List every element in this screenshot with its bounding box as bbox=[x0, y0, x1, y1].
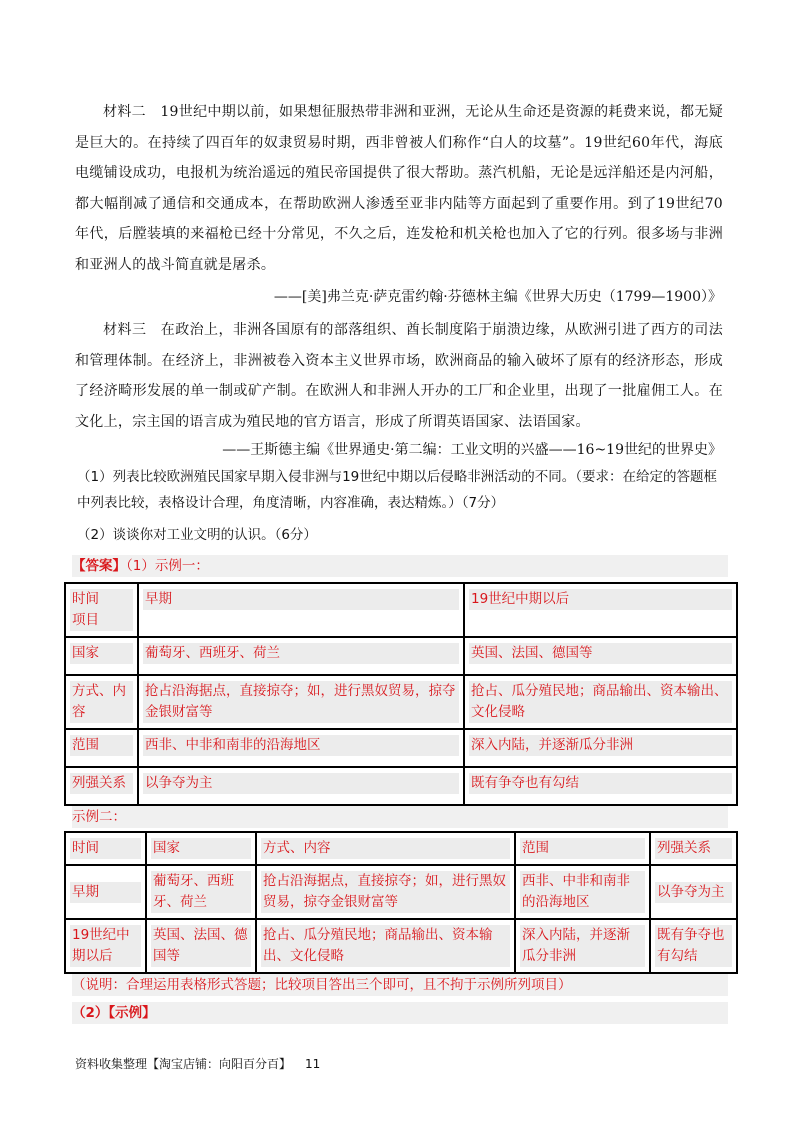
table-cell: 抢占沿海据点，直接掠夺；如，进行黑奴贸易，掠夺金银财富等 bbox=[138, 675, 464, 729]
table-header-row bbox=[65, 832, 737, 865]
table-header-cell: 国家 bbox=[146, 832, 256, 865]
page-number: 11 bbox=[305, 1057, 321, 1071]
table-cell: 抢占沿海据点，直接掠夺；如，进行黑奴贸易，掠夺金银财富等 bbox=[256, 865, 515, 919]
table-cell: 国家 bbox=[65, 637, 138, 675]
table-cell: 19世纪中期以后 bbox=[464, 583, 737, 637]
question-2: （2）谈谈你对工业文明的认识。（6分） bbox=[77, 527, 317, 543]
table-header-cell: 方式、内容 bbox=[256, 832, 515, 865]
table-cell: 以争夺为主 bbox=[650, 865, 737, 919]
table-row bbox=[65, 583, 737, 637]
table-cell: 深入内陆，并逐渐瓜分非洲 bbox=[515, 919, 650, 973]
material-3-text: 材料三 在政治上，非洲各国原有的部落组织、酋长制度陷于崩溃边缘，从欧洲引进了西方的司法和管理体制。在经济上，非洲被卷入资本主义世界市场，欧洲商品的输入破坏了原有的经济形态，形成了经济畸形发展的单一制或矿产制。在欧洲人和非洲人开办的工厂和企业里，出现了一批雇佣工人。在文化上，宗主国的语言成为殖民地的官方语言，形成了所谓英语国家、法语国家。 bbox=[75, 322, 723, 430]
answer-note: （说明：合理运用表格形式答题；比较项目答出三个即可，且不拘于示例所列项目） bbox=[72, 974, 728, 996]
table-cell: 范围 bbox=[65, 729, 138, 767]
table-header-cell: 时间 bbox=[65, 832, 146, 865]
table-row bbox=[65, 729, 737, 767]
answer-part1-intro: （1）示例一： bbox=[126, 558, 209, 574]
material-3-source: ——王斯德主编《世界通史·第二编：工业文明的兴盛——16~19世纪的世界史》 bbox=[222, 442, 722, 458]
table-cell: 英国、法国、德国等 bbox=[146, 919, 256, 973]
table-cell: 早期 bbox=[65, 865, 146, 919]
table-cell: 西非、中非和南非的沿海地区 bbox=[515, 865, 650, 919]
table-header-cell: 范围 bbox=[515, 832, 650, 865]
example-2-table bbox=[64, 831, 738, 974]
table-cell: 以争夺为主 bbox=[138, 767, 464, 805]
table-cell: 列强关系 bbox=[65, 767, 138, 805]
table-cell: 英国、法国、德国等 bbox=[464, 637, 737, 675]
example-2-label: 示例二： bbox=[72, 806, 728, 828]
material-2-paragraph bbox=[75, 97, 723, 280]
example-1-table bbox=[64, 582, 738, 806]
table-cell: 抢占、瓜分殖民地；商品输出、资本输出、文化侵略 bbox=[256, 919, 515, 973]
page-footer bbox=[75, 1055, 320, 1072]
table-row bbox=[65, 637, 737, 675]
table-cell: 葡萄牙、西班牙、荷兰 bbox=[146, 865, 256, 919]
material-3-paragraph bbox=[75, 315, 723, 437]
material-2-source: ——[美]弗兰克·萨克雷约翰·芬德林主编《世界大历史（1799—1900）》 bbox=[273, 289, 722, 305]
table-cell: 西非、中非和南非的沿海地区 bbox=[138, 729, 464, 767]
table-cell: 早期 bbox=[138, 583, 464, 637]
material-2-text: 材料二 19世纪中期以前，如果想征服热带非洲和亚洲，无论从生命还是资源的耗费来说，都无疑是巨大的。在持续了四百年的奴隶贸易时期，西非曾被人们称作“白人的坟墓”。19世纪60年代，海底电缆铺设成功，电报机为统治遥远的殖民帝国提供了很大帮助。蒸汽机船，无论是远洋船还是内河船，都大幅削减了通信和交通成本，在帮助欧洲人渗透至亚非内陆等方面起到了重要作用。到了19世纪70年代，后膛装填的来福枪已经十分常见，不久之后，连发枪和机关枪也加入了它的行列。很多场与非洲和亚洲人的战斗简直就是屠杀。 bbox=[75, 104, 723, 273]
table-row bbox=[65, 675, 737, 729]
table-row bbox=[65, 865, 737, 919]
table-cell: 既有争夺也有勾结 bbox=[650, 919, 737, 973]
table-header-cell: 列强关系 bbox=[650, 832, 737, 865]
table-row bbox=[65, 767, 737, 805]
table-cell: 时间 项目 bbox=[65, 583, 138, 637]
question-1: （1）列表比较欧洲殖民国家早期入侵非洲与19世纪中期以后侵略非洲活动的不同。（要求：在给定的答题框中列表比较，表格设计合理，角度清晰，内容准确，表达精炼。）（7分） bbox=[77, 469, 718, 511]
table-cell: 方式、内容 bbox=[65, 675, 138, 729]
table-cell: 既有争夺也有勾结 bbox=[464, 767, 737, 805]
table-cell: 深入内陆，并逐渐瓜分非洲 bbox=[464, 729, 737, 767]
table-row bbox=[65, 919, 737, 973]
table-cell: 抢占、瓜分殖民地；商品输出、资本输出、文化侵略 bbox=[464, 675, 737, 729]
table-cell: 19世纪中期以后 bbox=[65, 919, 146, 973]
answer-part-2: （2）【示例】 bbox=[72, 1002, 728, 1024]
footer-text: 资料收集整理【淘宝店铺：向阳百分百】 bbox=[75, 1057, 292, 1071]
table-cell: 葡萄牙、西班牙、荷兰 bbox=[138, 637, 464, 675]
answer-header bbox=[72, 555, 728, 577]
answer-label: 【答案】 bbox=[72, 558, 126, 574]
